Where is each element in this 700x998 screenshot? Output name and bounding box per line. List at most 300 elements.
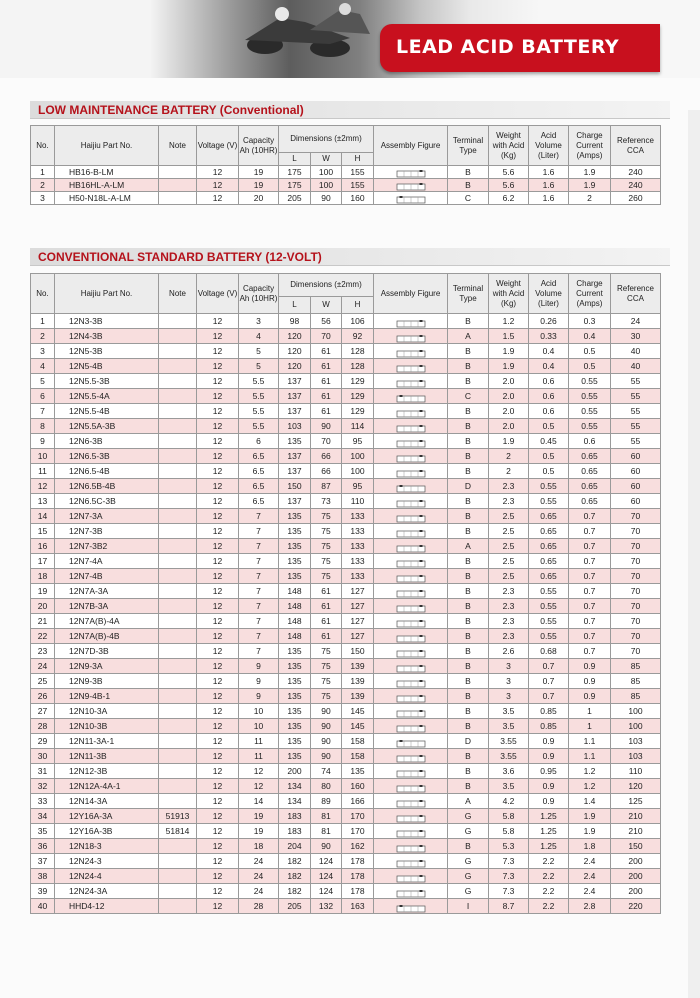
cell-charge-current: 0.7 bbox=[569, 509, 611, 524]
assembly-figure-icon bbox=[374, 644, 448, 659]
cell-terminal: B bbox=[448, 659, 489, 674]
cell-weight: 2.0 bbox=[489, 419, 529, 434]
cell-note bbox=[159, 434, 197, 449]
table-row bbox=[31, 809, 661, 824]
cell-terminal: I bbox=[448, 899, 489, 914]
cell-weight: 2.3 bbox=[489, 614, 529, 629]
cell-height: 178 bbox=[342, 854, 374, 869]
cell-cca: 24 bbox=[611, 314, 661, 329]
cell-note bbox=[159, 794, 197, 809]
cell-charge-current: 2.8 bbox=[569, 899, 611, 914]
table-row bbox=[31, 374, 661, 389]
cell-width: 61 bbox=[311, 599, 342, 614]
cell-charge-current: 0.55 bbox=[569, 404, 611, 419]
cell-weight: 5.6 bbox=[489, 166, 529, 179]
cell-length: 135 bbox=[279, 659, 311, 674]
col-header-note: Note bbox=[159, 126, 197, 166]
cell-charge-current: 1 bbox=[569, 704, 611, 719]
cell-length: 135 bbox=[279, 644, 311, 659]
cell-charge-current: 0.3 bbox=[569, 314, 611, 329]
cell-acid-volume: 0.9 bbox=[529, 794, 569, 809]
table-row bbox=[31, 464, 661, 479]
cell-capacity: 10 bbox=[239, 704, 279, 719]
cell-weight: 1.5 bbox=[489, 329, 529, 344]
cell-part-no: 12N7A-3A bbox=[55, 584, 159, 599]
cell-weight: 5.3 bbox=[489, 839, 529, 854]
cell-terminal: B bbox=[448, 494, 489, 509]
cell-note bbox=[159, 869, 197, 884]
cell-capacity: 9 bbox=[239, 689, 279, 704]
cell-height: 160 bbox=[342, 192, 374, 205]
cell-part-no: 12N9-4B-1 bbox=[55, 689, 159, 704]
cell-charge-current: 2 bbox=[569, 192, 611, 205]
cell-width: 87 bbox=[311, 479, 342, 494]
cell-acid-volume: 0.9 bbox=[529, 749, 569, 764]
cell-weight: 3 bbox=[489, 659, 529, 674]
cell-cca: 210 bbox=[611, 824, 661, 839]
cell-weight: 3.6 bbox=[489, 764, 529, 779]
table-row bbox=[31, 824, 661, 839]
table-row bbox=[31, 794, 661, 809]
cell-cca: 60 bbox=[611, 449, 661, 464]
cell-width: 70 bbox=[311, 329, 342, 344]
cell-part-no: 12N5.5-4A bbox=[55, 389, 159, 404]
cell-weight: 2.5 bbox=[489, 569, 529, 584]
cell-terminal: C bbox=[448, 192, 489, 205]
cell-part-no: 12N6.5-4B bbox=[55, 464, 159, 479]
cell-part-no: 12N5.5-4B bbox=[55, 404, 159, 419]
table-row bbox=[31, 734, 661, 749]
cell-width: 90 bbox=[311, 419, 342, 434]
cell-no: 16 bbox=[31, 539, 55, 554]
table-row bbox=[31, 192, 661, 205]
cell-no: 27 bbox=[31, 704, 55, 719]
cell-width: 90 bbox=[311, 749, 342, 764]
cell-acid-volume: 1.6 bbox=[529, 179, 569, 192]
cell-capacity: 5 bbox=[239, 359, 279, 374]
cell-capacity: 7 bbox=[239, 539, 279, 554]
cell-terminal: B bbox=[448, 449, 489, 464]
cell-no: 2 bbox=[31, 329, 55, 344]
cell-voltage: 12 bbox=[197, 794, 239, 809]
cell-acid-volume: 0.26 bbox=[529, 314, 569, 329]
assembly-figure-icon bbox=[374, 734, 448, 749]
table-row bbox=[31, 314, 661, 329]
cell-voltage: 12 bbox=[197, 629, 239, 644]
cell-note bbox=[159, 479, 197, 494]
cell-acid-volume: 2.2 bbox=[529, 899, 569, 914]
cell-capacity: 4 bbox=[239, 329, 279, 344]
cell-width: 75 bbox=[311, 644, 342, 659]
cell-part-no: 12N7-3B bbox=[55, 524, 159, 539]
cell-part-no: HB16HL-A-LM bbox=[55, 179, 159, 192]
col-header-assembly: Assembly Figure bbox=[374, 274, 448, 314]
cell-width: 66 bbox=[311, 449, 342, 464]
cell-width: 124 bbox=[311, 869, 342, 884]
cell-length: 135 bbox=[279, 554, 311, 569]
cell-note bbox=[159, 192, 197, 205]
cell-length: 182 bbox=[279, 884, 311, 899]
cell-width: 90 bbox=[311, 734, 342, 749]
cell-no: 37 bbox=[31, 854, 55, 869]
cell-acid-volume: 1.6 bbox=[529, 192, 569, 205]
cell-capacity: 5.5 bbox=[239, 419, 279, 434]
cell-height: 155 bbox=[342, 179, 374, 192]
cell-charge-current: 1.2 bbox=[569, 779, 611, 794]
cell-length: 135 bbox=[279, 689, 311, 704]
cell-charge-current: 0.7 bbox=[569, 629, 611, 644]
cell-acid-volume: 0.65 bbox=[529, 554, 569, 569]
cell-weight: 2 bbox=[489, 449, 529, 464]
cell-cca: 70 bbox=[611, 524, 661, 539]
cell-weight: 2.3 bbox=[489, 599, 529, 614]
cell-capacity: 7 bbox=[239, 599, 279, 614]
cell-height: 129 bbox=[342, 389, 374, 404]
cell-length: 183 bbox=[279, 809, 311, 824]
cell-acid-volume: 0.55 bbox=[529, 584, 569, 599]
cell-voltage: 12 bbox=[197, 584, 239, 599]
cell-voltage: 12 bbox=[197, 359, 239, 374]
cell-charge-current: 1.1 bbox=[569, 734, 611, 749]
table-row bbox=[31, 689, 661, 704]
cell-part-no: 12Y16A-3A bbox=[55, 809, 159, 824]
cell-length: 135 bbox=[279, 539, 311, 554]
col-header-length: L bbox=[279, 297, 311, 314]
cell-capacity: 7 bbox=[239, 569, 279, 584]
cell-cca: 70 bbox=[611, 599, 661, 614]
cell-charge-current: 1 bbox=[569, 719, 611, 734]
cell-acid-volume: 2.2 bbox=[529, 884, 569, 899]
cell-charge-current: 1.8 bbox=[569, 839, 611, 854]
cell-acid-volume: 0.33 bbox=[529, 329, 569, 344]
cell-width: 61 bbox=[311, 629, 342, 644]
cell-height: 133 bbox=[342, 569, 374, 584]
cell-height: 139 bbox=[342, 689, 374, 704]
cell-length: 182 bbox=[279, 854, 311, 869]
cell-acid-volume: 0.7 bbox=[529, 659, 569, 674]
cell-height: 155 bbox=[342, 166, 374, 179]
cell-length: 182 bbox=[279, 869, 311, 884]
cell-charge-current: 1.2 bbox=[569, 764, 611, 779]
cell-cca: 60 bbox=[611, 479, 661, 494]
cell-note bbox=[159, 464, 197, 479]
cell-no: 6 bbox=[31, 389, 55, 404]
cell-no: 8 bbox=[31, 419, 55, 434]
cell-part-no: 12Y16A-3B bbox=[55, 824, 159, 839]
cell-height: 133 bbox=[342, 554, 374, 569]
cell-terminal: B bbox=[448, 839, 489, 854]
col-header-charge: Charge Current (Amps) bbox=[569, 126, 611, 166]
cell-part-no: 12N7-4A bbox=[55, 554, 159, 569]
cell-cca: 240 bbox=[611, 166, 661, 179]
cell-capacity: 5.5 bbox=[239, 374, 279, 389]
cell-cca: 200 bbox=[611, 884, 661, 899]
cell-length: 205 bbox=[279, 899, 311, 914]
assembly-figure-icon bbox=[374, 809, 448, 824]
cell-terminal: B bbox=[448, 166, 489, 179]
cell-voltage: 12 bbox=[197, 509, 239, 524]
cell-voltage: 12 bbox=[197, 539, 239, 554]
cell-height: 158 bbox=[342, 749, 374, 764]
cell-acid-volume: 0.65 bbox=[529, 539, 569, 554]
cell-charge-current: 0.9 bbox=[569, 674, 611, 689]
cell-acid-volume: 2.2 bbox=[529, 869, 569, 884]
conventional-table bbox=[30, 273, 661, 914]
cell-capacity: 7 bbox=[239, 509, 279, 524]
cell-part-no: 12N6-3B bbox=[55, 434, 159, 449]
cell-acid-volume: 0.65 bbox=[529, 524, 569, 539]
cell-no: 1 bbox=[31, 166, 55, 179]
cell-terminal: B bbox=[448, 554, 489, 569]
cell-capacity: 7 bbox=[239, 614, 279, 629]
cell-length: 135 bbox=[279, 524, 311, 539]
cell-terminal: A bbox=[448, 539, 489, 554]
assembly-figure-icon bbox=[374, 719, 448, 734]
cell-charge-current: 0.65 bbox=[569, 479, 611, 494]
cell-capacity: 9 bbox=[239, 674, 279, 689]
cell-no: 39 bbox=[31, 884, 55, 899]
cell-weight: 2.3 bbox=[489, 494, 529, 509]
cell-part-no: 12N7A(B)-4A bbox=[55, 614, 159, 629]
cell-voltage: 12 bbox=[197, 704, 239, 719]
cell-cca: 70 bbox=[611, 554, 661, 569]
col-header-note: Note bbox=[159, 274, 197, 314]
cell-capacity: 24 bbox=[239, 869, 279, 884]
cell-capacity: 12 bbox=[239, 764, 279, 779]
cell-terminal: B bbox=[448, 314, 489, 329]
cell-no: 35 bbox=[31, 824, 55, 839]
cell-weight: 5.8 bbox=[489, 809, 529, 824]
cell-voltage: 12 bbox=[197, 389, 239, 404]
cell-weight: 3.5 bbox=[489, 704, 529, 719]
cell-length: 134 bbox=[279, 779, 311, 794]
cell-height: 127 bbox=[342, 629, 374, 644]
cell-voltage: 12 bbox=[197, 524, 239, 539]
cell-height: 127 bbox=[342, 584, 374, 599]
col-header-width: W bbox=[311, 297, 342, 314]
cell-weight: 2.5 bbox=[489, 524, 529, 539]
cell-voltage: 12 bbox=[197, 569, 239, 584]
cell-width: 75 bbox=[311, 509, 342, 524]
table-row bbox=[31, 704, 661, 719]
cell-voltage: 12 bbox=[197, 344, 239, 359]
cell-note bbox=[159, 359, 197, 374]
cell-cca: 70 bbox=[611, 539, 661, 554]
cell-part-no: 12N18-3 bbox=[55, 839, 159, 854]
cell-height: 139 bbox=[342, 674, 374, 689]
cell-cca: 220 bbox=[611, 899, 661, 914]
cell-no: 17 bbox=[31, 554, 55, 569]
cell-cca: 200 bbox=[611, 854, 661, 869]
cell-note bbox=[159, 389, 197, 404]
cell-no: 33 bbox=[31, 794, 55, 809]
cell-width: 124 bbox=[311, 884, 342, 899]
cell-voltage: 12 bbox=[197, 404, 239, 419]
col-header-width: W bbox=[311, 153, 342, 166]
cell-terminal: B bbox=[448, 584, 489, 599]
cell-capacity: 19 bbox=[239, 179, 279, 192]
cell-note bbox=[159, 689, 197, 704]
table-row bbox=[31, 179, 661, 192]
cell-part-no: 12N24-3A bbox=[55, 884, 159, 899]
cell-weight: 1.2 bbox=[489, 314, 529, 329]
cell-capacity: 7 bbox=[239, 629, 279, 644]
cell-no: 11 bbox=[31, 464, 55, 479]
cell-capacity: 12 bbox=[239, 779, 279, 794]
table-row bbox=[31, 389, 661, 404]
cell-note bbox=[159, 839, 197, 854]
cell-length: 183 bbox=[279, 824, 311, 839]
cell-length: 137 bbox=[279, 464, 311, 479]
cell-capacity: 6.5 bbox=[239, 449, 279, 464]
cell-length: 175 bbox=[279, 179, 311, 192]
cell-capacity: 6 bbox=[239, 434, 279, 449]
cell-acid-volume: 0.68 bbox=[529, 644, 569, 659]
cell-height: 114 bbox=[342, 419, 374, 434]
table-row bbox=[31, 869, 661, 884]
cell-cca: 210 bbox=[611, 809, 661, 824]
cell-cca: 55 bbox=[611, 374, 661, 389]
cell-capacity: 28 bbox=[239, 899, 279, 914]
cell-no: 38 bbox=[31, 869, 55, 884]
cell-charge-current: 0.7 bbox=[569, 644, 611, 659]
cell-no: 3 bbox=[31, 344, 55, 359]
cell-acid-volume: 0.9 bbox=[529, 779, 569, 794]
cell-width: 90 bbox=[311, 839, 342, 854]
cell-capacity: 7 bbox=[239, 584, 279, 599]
cell-length: 120 bbox=[279, 329, 311, 344]
assembly-figure-icon bbox=[374, 404, 448, 419]
cell-acid-volume: 0.65 bbox=[529, 509, 569, 524]
cell-part-no: 12N4-3B bbox=[55, 329, 159, 344]
cell-note bbox=[159, 569, 197, 584]
cell-voltage: 12 bbox=[197, 419, 239, 434]
cell-note bbox=[159, 554, 197, 569]
table-row bbox=[31, 344, 661, 359]
cell-height: 100 bbox=[342, 464, 374, 479]
col-header-height: H bbox=[342, 297, 374, 314]
assembly-figure-icon bbox=[374, 329, 448, 344]
cell-height: 95 bbox=[342, 479, 374, 494]
assembly-figure-icon bbox=[374, 494, 448, 509]
cell-cca: 100 bbox=[611, 704, 661, 719]
assembly-figure-icon bbox=[374, 764, 448, 779]
cell-note bbox=[159, 614, 197, 629]
cell-length: 137 bbox=[279, 404, 311, 419]
cell-width: 90 bbox=[311, 192, 342, 205]
cell-terminal: B bbox=[448, 614, 489, 629]
cell-charge-current: 0.7 bbox=[569, 554, 611, 569]
cell-length: 205 bbox=[279, 192, 311, 205]
cell-part-no: H50-N18L-A-LM bbox=[55, 192, 159, 205]
table-row bbox=[31, 419, 661, 434]
cell-voltage: 12 bbox=[197, 464, 239, 479]
cell-no: 29 bbox=[31, 734, 55, 749]
cell-voltage: 12 bbox=[197, 764, 239, 779]
cell-weight: 3.5 bbox=[489, 779, 529, 794]
cell-width: 75 bbox=[311, 659, 342, 674]
assembly-figure-icon bbox=[374, 599, 448, 614]
cell-height: 135 bbox=[342, 764, 374, 779]
cell-height: 128 bbox=[342, 344, 374, 359]
cell-note bbox=[159, 329, 197, 344]
cell-charge-current: 0.4 bbox=[569, 329, 611, 344]
cell-height: 145 bbox=[342, 719, 374, 734]
cell-voltage: 12 bbox=[197, 809, 239, 824]
cell-voltage: 12 bbox=[197, 689, 239, 704]
cell-part-no: 12N11-3B bbox=[55, 749, 159, 764]
cell-cca: 120 bbox=[611, 779, 661, 794]
cell-part-no: 12N11-3A-1 bbox=[55, 734, 159, 749]
cell-no: 13 bbox=[31, 494, 55, 509]
cell-charge-current: 0.7 bbox=[569, 539, 611, 554]
cell-width: 100 bbox=[311, 179, 342, 192]
assembly-figure-icon bbox=[374, 614, 448, 629]
cell-voltage: 12 bbox=[197, 779, 239, 794]
table-row bbox=[31, 359, 661, 374]
col-header-part: Haijiu Part No. bbox=[55, 126, 159, 166]
cell-height: 95 bbox=[342, 434, 374, 449]
cell-terminal: D bbox=[448, 479, 489, 494]
cell-terminal: B bbox=[448, 629, 489, 644]
cell-weight: 2.5 bbox=[489, 554, 529, 569]
cell-height: 106 bbox=[342, 314, 374, 329]
cell-width: 56 bbox=[311, 314, 342, 329]
cell-charge-current: 0.9 bbox=[569, 659, 611, 674]
cell-cca: 70 bbox=[611, 614, 661, 629]
cell-length: 137 bbox=[279, 389, 311, 404]
cell-width: 81 bbox=[311, 824, 342, 839]
assembly-figure-icon bbox=[374, 569, 448, 584]
cell-weight: 2.0 bbox=[489, 374, 529, 389]
cell-voltage: 12 bbox=[197, 479, 239, 494]
cell-length: 175 bbox=[279, 166, 311, 179]
cell-capacity: 6.5 bbox=[239, 479, 279, 494]
assembly-figure-icon bbox=[374, 749, 448, 764]
table-row bbox=[31, 779, 661, 794]
cell-no: 21 bbox=[31, 614, 55, 629]
assembly-figure-icon bbox=[374, 389, 448, 404]
cell-charge-current: 0.5 bbox=[569, 344, 611, 359]
cell-length: 135 bbox=[279, 434, 311, 449]
table-row bbox=[31, 554, 661, 569]
cell-charge-current: 0.7 bbox=[569, 524, 611, 539]
cell-capacity: 9 bbox=[239, 659, 279, 674]
cell-width: 61 bbox=[311, 404, 342, 419]
cell-part-no: 12N12-3B bbox=[55, 764, 159, 779]
cell-no: 28 bbox=[31, 719, 55, 734]
cell-terminal: G bbox=[448, 884, 489, 899]
cell-acid-volume: 0.65 bbox=[529, 569, 569, 584]
cell-width: 89 bbox=[311, 794, 342, 809]
assembly-figure-icon bbox=[374, 464, 448, 479]
cell-part-no: HB16-B-LM bbox=[55, 166, 159, 179]
cell-length: 103 bbox=[279, 419, 311, 434]
cell-acid-volume: 0.7 bbox=[529, 674, 569, 689]
cell-width: 61 bbox=[311, 374, 342, 389]
cell-cca: 60 bbox=[611, 464, 661, 479]
cell-note: 51814 bbox=[159, 824, 197, 839]
cell-cca: 70 bbox=[611, 569, 661, 584]
assembly-figure-icon bbox=[374, 374, 448, 389]
assembly-figure-icon bbox=[374, 884, 448, 899]
cell-height: 92 bbox=[342, 329, 374, 344]
cell-no: 15 bbox=[31, 524, 55, 539]
assembly-figure-icon bbox=[374, 359, 448, 374]
cell-acid-volume: 0.55 bbox=[529, 494, 569, 509]
cell-part-no: 12N7-3A bbox=[55, 509, 159, 524]
cell-no: 32 bbox=[31, 779, 55, 794]
